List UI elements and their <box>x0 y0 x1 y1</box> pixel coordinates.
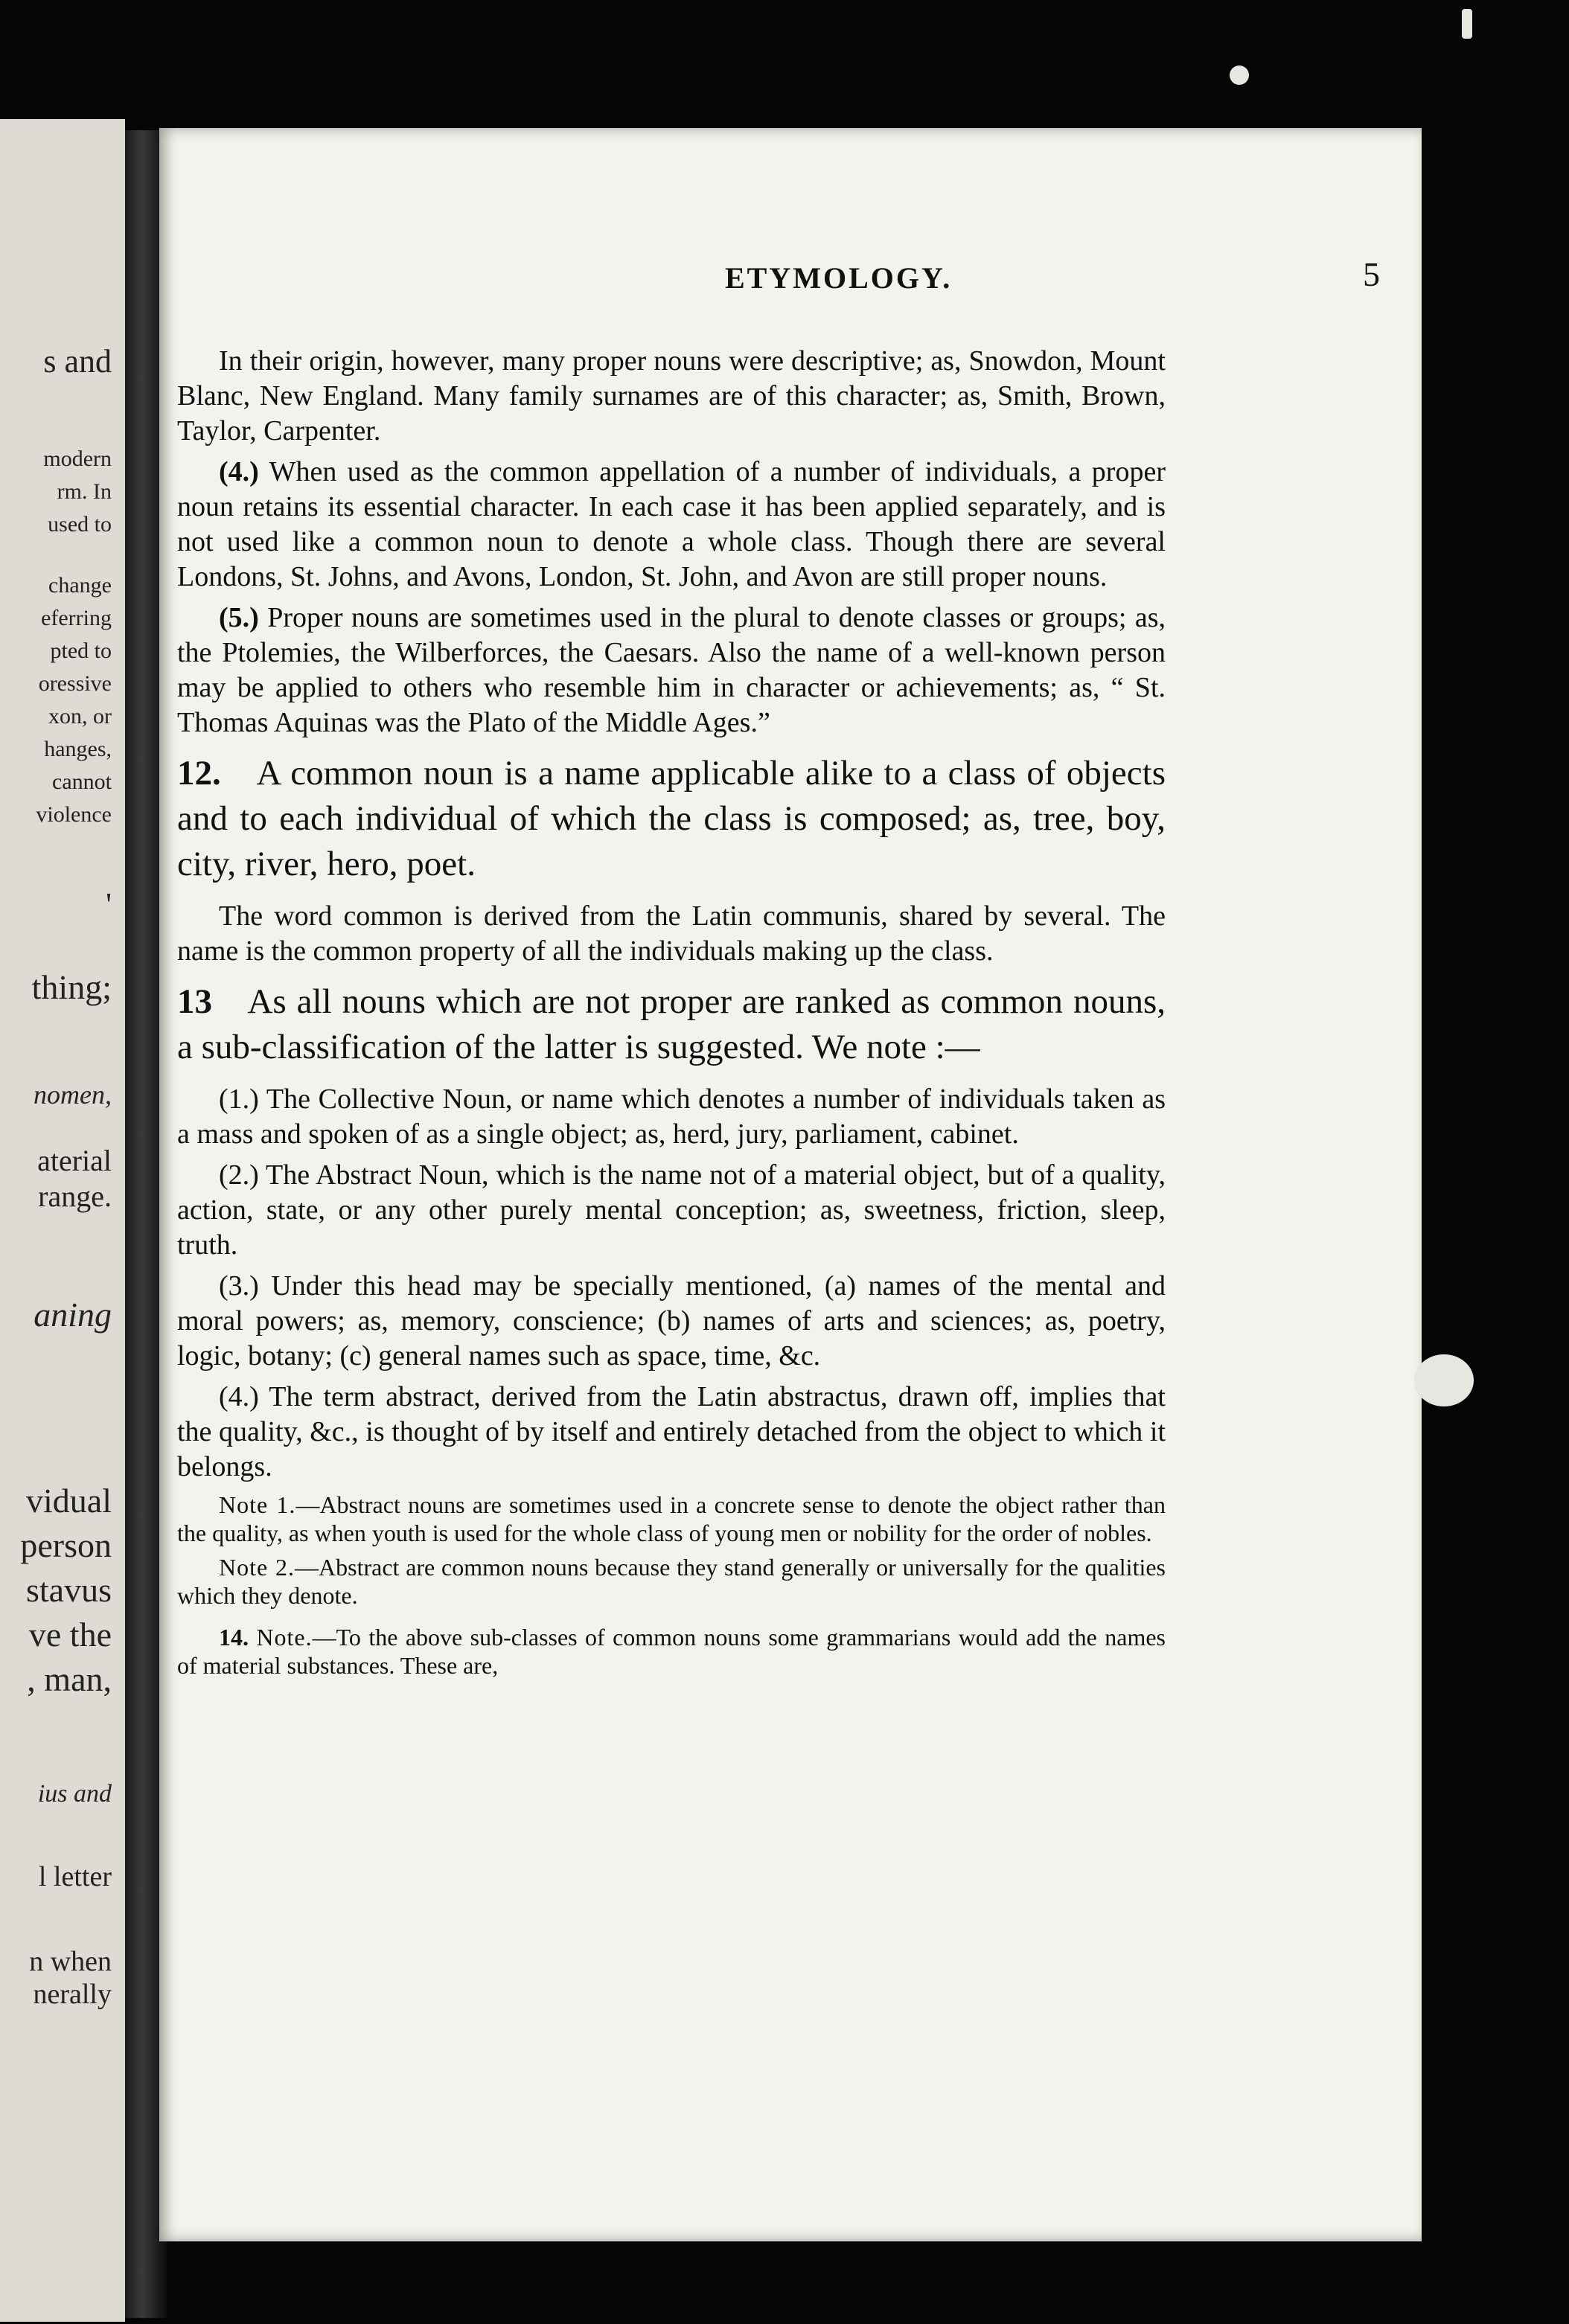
note-label: Note 2. <box>219 1554 295 1581</box>
left-page-line: used to <box>48 512 112 537</box>
book-page <box>159 128 1422 2241</box>
page-header <box>561 255 1380 313</box>
paragraph <box>177 455 1166 595</box>
left-page-line: n when <box>29 1946 112 1977</box>
left-page-line: person <box>20 1526 112 1564</box>
left-page-line: modern <box>43 446 112 471</box>
paper-speck <box>1230 65 1249 85</box>
subclass-collective <box>177 1082 1166 1152</box>
paragraph-text: When used as the common appellation of a number of individuals, a proper noun retains its essential character. In each case it has been applied separately, and is not used like a common noun to denote a whole class. Though there are several Londons, St. Johns, and Avons, London, St. John, and Avon are still proper nouns. <box>177 456 1166 592</box>
left-page-line: ve the <box>28 1616 112 1654</box>
note-label: Note 1. <box>219 1491 296 1518</box>
paragraph: The word common is derived from the Latin communis, shared by several. The name is the common property of all the individuals making up the class. <box>177 900 1166 967</box>
paragraph <box>177 1380 1166 1485</box>
left-page-line: violence <box>36 802 112 827</box>
left-page-line: range. <box>38 1179 112 1213</box>
item-number: (4.) <box>219 456 259 487</box>
paragraph-text: Proper nouns are sometimes used in the plural to denote classes or groups; as, the Ptolemies, the Wilberforces, the Caesars. Also the name of a well-known person may be applied to others who resemble him in character or achievements; as, “ St. Thomas Aquinas was the Plato of the Middle Ages.” <box>177 602 1166 738</box>
left-page-line: ius and <box>37 1780 112 1808</box>
left-page-line: aterial <box>37 1144 112 1177</box>
section-number: 14. <box>219 1624 249 1651</box>
page-number: 5 <box>1363 255 1380 293</box>
scan-background <box>1422 128 1569 2324</box>
paragraph-text: The Abstract Noun, which is the name not of a material object, but of a quality, action, state, or any other purely mental conception; as, sweetness, friction, sleep, truth. <box>177 1159 1166 1261</box>
item-number: (3.) <box>219 1270 259 1302</box>
note-text: —Abstract are common nouns because they stand generally or universally for the qualities which they denote. <box>177 1554 1166 1609</box>
left-page-line: thing; <box>31 968 112 1006</box>
paragraph <box>177 601 1166 740</box>
item-number: (4.) <box>219 1381 259 1412</box>
left-page-line: l letter <box>38 1861 112 1892</box>
left-page-line: change <box>48 573 112 598</box>
paragraph: In their origin, however, many proper nouns were descriptive; as, Snowdon, Mount Blanc, New England. Many family surnames are of this character; as, Smith, Brown, Taylor, Carpenter. <box>177 345 1166 446</box>
note-1 <box>177 1491 1166 1547</box>
page-body <box>177 344 1166 1686</box>
note-text: —To the above sub-classes of common nouns some grammarians would add the names of material substances. These are, <box>177 1624 1166 1679</box>
running-title: ETYMOLOGY. <box>725 261 953 295</box>
section-text: As all nouns which are not proper are ranked as common nouns, a sub-classification of the latter is suggested. We note :— <box>177 982 1166 1066</box>
section-text: A common noun is a name applicable alike to a class of objects and to each individual of which the class is composed; as, tree, boy, city, river, hero, poet. <box>177 754 1166 883</box>
paper-speck <box>1414 1354 1474 1406</box>
left-page-line: rm. In <box>57 479 112 504</box>
left-page-line: aning <box>33 1296 112 1334</box>
paper-speck <box>1462 9 1472 39</box>
left-page-line: ' <box>106 886 112 923</box>
section-number: 13 <box>177 982 212 1021</box>
paragraph <box>177 1269 1166 1374</box>
left-page-line: nerally <box>33 1979 112 2010</box>
item-number: (2.) <box>219 1159 259 1191</box>
subclass-abstract <box>177 1158 1166 1263</box>
left-page-line: vidual <box>26 1482 112 1520</box>
left-page-line: xon, or <box>48 704 112 729</box>
left-page-line: stavus <box>26 1571 112 1609</box>
section-14 <box>177 1623 1166 1680</box>
left-page-line: pted to <box>50 638 112 663</box>
item-number: (1.) <box>219 1083 259 1115</box>
left-page-fragment <box>0 119 125 2322</box>
note-label: Note. <box>256 1624 313 1651</box>
section-12 <box>177 751 1166 887</box>
note-2 <box>177 1553 1166 1610</box>
section-number: 12. <box>177 754 221 793</box>
left-page-line: oressive <box>38 671 112 696</box>
paragraph-text: Under this head may be specially mentioned, (a) names of the mental and moral powers; as, memory, conscience; (b) names of arts and sciences; as, poetry, logic, botany; (c) general names such as space, time, &c. <box>177 1270 1166 1371</box>
left-page-line: nomen, <box>33 1080 112 1110</box>
section-13 <box>177 979 1166 1070</box>
left-page-line: eferring <box>41 606 112 630</box>
left-page-line: s and <box>43 343 112 380</box>
left-page-line: hanges, <box>44 737 112 761</box>
note-text: —Abstract nouns are sometimes used in a concrete sense to denote the object rather than the quality, as when youth is used for the whole class of young men or nobility for the order of nobles. <box>177 1491 1166 1546</box>
left-page-line: cannot <box>52 769 112 794</box>
paragraph-text: The term abstract, derived from the Latin abstractus, drawn off, implies that the quality, &c., is thought of by itself and entirely detached from the object to which it belongs. <box>177 1381 1166 1482</box>
paragraph-text: The Collective Noun, or name which denotes a number of individuals taken as a mass and spoken of as a single object; as, herd, jury, parliament, cabinet. <box>177 1083 1166 1150</box>
left-page-line: , man, <box>27 1660 112 1698</box>
item-number: (5.) <box>219 602 259 633</box>
